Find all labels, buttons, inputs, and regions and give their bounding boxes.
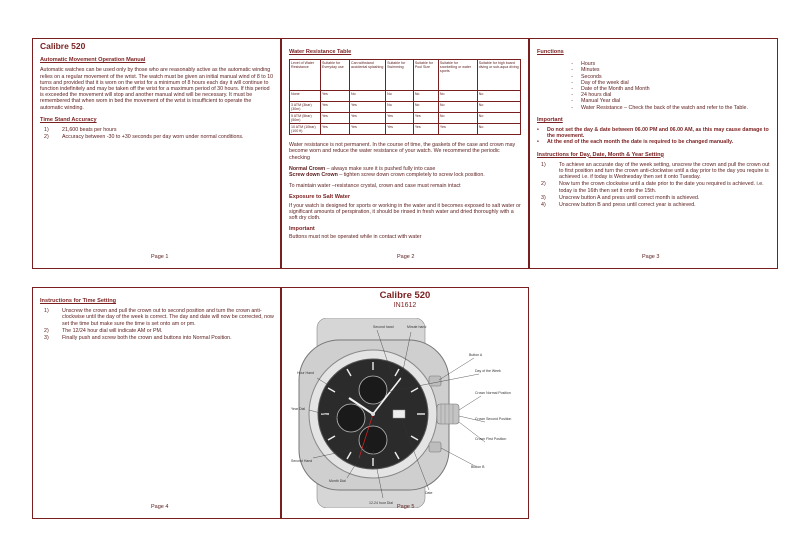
page-title: Calibre 520 bbox=[379, 290, 431, 301]
button-b bbox=[429, 442, 441, 452]
page-number: Page 2 bbox=[397, 254, 415, 260]
section-heading-salt: Exposure to Salt Water bbox=[289, 194, 351, 201]
list-item: - Hours bbox=[571, 61, 596, 68]
maintain-text: To maintain water –resistance crystal, crown and case must remain intact bbox=[289, 183, 461, 190]
page-number: Page 3 bbox=[642, 254, 660, 260]
list-item: 2) The 12/24 hour dial will indicate AM or PM. bbox=[44, 327, 163, 334]
label-crown-first: Crown First Position bbox=[475, 437, 507, 441]
list-item: 2) Now turn the crown clockwise until a date prior to the date you required is achieved. i.e. today is the 16th then set it onto the 15th. bbox=[541, 181, 764, 194]
water-resistance-table bbox=[289, 59, 521, 135]
label-second-hand: Second Hand bbox=[291, 459, 313, 463]
page-number: Page 4 bbox=[151, 504, 169, 510]
list-item: - Minutes bbox=[571, 67, 600, 74]
label-minute-hand: Minute hand bbox=[407, 325, 427, 329]
list-item: 3) Finally push and screw both the crown and buttons into Normal Position. bbox=[44, 335, 232, 342]
salt-water-text: If your watch is designed for sports or working in the water and it becomes exposed to salt water or significant amounts of perspiration, it should be rinsed in fresh water and dried thoroughly with a soft dry cloth. bbox=[289, 202, 521, 222]
list-item: • Do not set the day & date between 06.00 PM and 06.00 AM, as this may cause damage to the movement. bbox=[537, 127, 769, 140]
important-text: Buttons must not be operated while in contact with water bbox=[289, 234, 422, 241]
model-number: IN1612 bbox=[393, 302, 417, 309]
manual-page-1 bbox=[32, 38, 281, 269]
list-item: - Manual Year dial bbox=[571, 98, 621, 105]
label-second-hand-top: Second hand bbox=[373, 325, 394, 329]
list-item: - 24 hours dial bbox=[571, 92, 612, 99]
section-heading-functions: Functions bbox=[537, 49, 564, 55]
date-window bbox=[393, 410, 405, 418]
label-date: Date bbox=[425, 491, 433, 495]
functions-list bbox=[537, 61, 771, 111]
section-heading-water-table: Water Resistance Table bbox=[289, 49, 352, 55]
screw-crown-line: Screw down Crown – tighten screw down crown completely to screw lock position. bbox=[289, 172, 485, 179]
table-row: 10 ATM (10bar) (100 ft) Yes Yes Yes Yes Yes No bbox=[290, 124, 521, 135]
list-item: - Date of the Month and Month bbox=[571, 86, 650, 93]
section-heading-day-date: Instructions for Day, Date, Month & Year Setting bbox=[537, 151, 664, 158]
manual-page-2 bbox=[281, 38, 529, 269]
year-subdial bbox=[337, 404, 365, 432]
button-a bbox=[429, 376, 441, 386]
normal-crown-line: Normal Crown – always make sure it is pushed fully into case bbox=[289, 165, 436, 172]
section-heading-time-setting: Instructions for Time Setting bbox=[40, 298, 117, 304]
list-item: • At the end of the each month the date is required to be changed manually. bbox=[537, 139, 734, 146]
list-item: 1) To achieve an accurate day of the week setting, unscrew the crown and pull the crown out to first position and turn the crown anti-clockwise until a day prior to the day you require is achieved i.e. if today is Wednesday then set it onto Tuesday. bbox=[541, 161, 770, 181]
watch-diagram bbox=[289, 318, 523, 508]
list-item: 1) Unscrew the crown and pull the crown out to second position and turn the crown anti-clockwise until the day of the week is correct. The day and date will now be corrected, now set the time but make sure the time is set onto am or pm. bbox=[44, 308, 274, 327]
day-date-instructions bbox=[537, 162, 771, 208]
list-item: - Water Resistance – Check the back of the watch and refer to the Table. bbox=[571, 104, 748, 111]
manual-page-3 bbox=[529, 38, 778, 269]
page-number: Page 5 bbox=[397, 504, 415, 510]
day-subdial bbox=[359, 376, 387, 404]
section-heading-important: Important bbox=[537, 116, 563, 123]
page-number: Page 1 bbox=[151, 254, 169, 260]
automatic-text: Automatic watches can be used only by those who are reasonably active as the automatic winding relies on a regular movement of the wrist. The watch must be given an initial manual wind of 8 to 10 turns and provided that it is worn on the wrist for a minimum of 8 hours each day it will continue to function indefinitely and may be taken off the wrist for a maximum period of 30 hours. If this period is exceeded the movement will stop and another manual wind will be necessary. It must be remembered that when worn in bed the movement of the wrist is insufficient to operate the automatic winding. bbox=[40, 67, 274, 111]
important-list bbox=[537, 127, 771, 146]
label-crown-normal: Crown Normal Position bbox=[475, 391, 511, 395]
label-12-24-dial: 12-24 hour Dial bbox=[369, 501, 393, 505]
label-hour-hand: Hour Hand bbox=[297, 371, 314, 375]
section-heading-automatic: Automatic Movement Operation Manual bbox=[40, 57, 146, 64]
label-crown-second: Crown Second Position bbox=[475, 417, 512, 421]
label-button-a: Button A bbox=[469, 353, 483, 357]
manual-page-4 bbox=[32, 287, 281, 519]
label-year-dial: Year Dial bbox=[291, 407, 306, 411]
table-row: 5 ATM (5bar) (50m) Yes Yes Yes Yes No No bbox=[290, 113, 521, 124]
list-item: 1) 21,600 beats per hours bbox=[44, 127, 117, 134]
label-button-b: Button B bbox=[471, 465, 485, 469]
crown bbox=[437, 404, 459, 424]
label-month-dial: Month Dial bbox=[329, 479, 346, 483]
list-item: - Day of the week dial bbox=[571, 79, 629, 86]
label-day-of-week: Day of the Week bbox=[475, 369, 501, 373]
manual-page-5 bbox=[281, 287, 529, 519]
accuracy-list bbox=[40, 127, 274, 140]
table-header-row: Level of Water Resistance Suitable for Everyday use Can withstand accidental splashing Suitable for Swimming Suitable for Pool Size Suitable for snorkelling or water sports Suitable for high board diving or sub-aqua diving bbox=[290, 60, 521, 91]
table-row: 3 ATM (3bar) (30m) Yes Yes No No No No bbox=[290, 102, 521, 113]
time-setting-list bbox=[40, 308, 274, 341]
section-heading-accuracy: Time Stand Accuracy bbox=[40, 116, 97, 123]
table-row: None Yes No No No No No bbox=[290, 91, 521, 102]
section-heading-important: Important bbox=[289, 226, 315, 233]
water-resistance-text: Water resistance is not permanent. In the course of time, the gaskets of the case and crown may become worn and reduce the water resistance of your watch. We recommend the periodic checking bbox=[289, 142, 516, 161]
hour24-subdial bbox=[359, 426, 387, 454]
page-title: Calibre 520 bbox=[40, 41, 86, 51]
list-item: - Seconds bbox=[571, 73, 602, 80]
list-item: 3) Unscrew button A and press until correct month is achieved. bbox=[541, 194, 700, 201]
list-item: 4) Unscrew button B and press until correct year is achieved. bbox=[541, 202, 696, 209]
list-item: 2) Accuracy between -30 to +30 seconds per day worn under normal conditions. bbox=[44, 134, 244, 141]
